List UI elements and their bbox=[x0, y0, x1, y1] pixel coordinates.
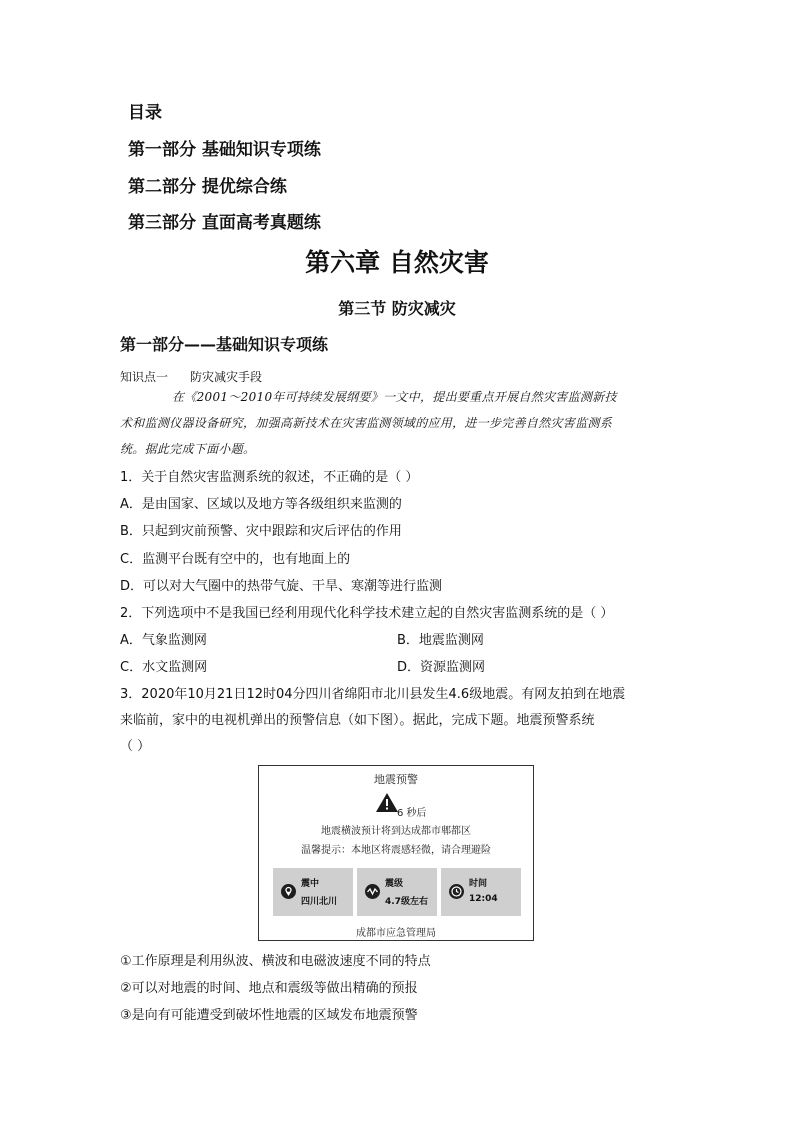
statement-2: ②可以对地震的时间、地点和震级等做出精确的预报 bbox=[120, 981, 418, 996]
alert-info-cards bbox=[273, 868, 521, 916]
clock-icon bbox=[449, 884, 464, 899]
question-3-line-1: 3．2020年10月21日12时04分四川省绵阳市北川县发生4.6级地震。有网友拍到在地震 bbox=[120, 687, 626, 702]
part-heading: 第一部分——基础知识专项练 bbox=[120, 335, 329, 354]
epicenter-card bbox=[273, 868, 353, 916]
location-pin-icon bbox=[281, 884, 296, 899]
epicenter-value: 四川北川 bbox=[301, 897, 338, 907]
reading-passage bbox=[120, 384, 680, 462]
question-1-option-b: B．只起到灾前预警、灾中跟踪和灾后评估的作用 bbox=[120, 524, 402, 539]
alert-message: 地震横波预计将到达成都市郫都区 bbox=[321, 826, 471, 837]
alert-title: 地震预警 bbox=[374, 773, 418, 786]
alert-countdown: 6 秒后 bbox=[397, 808, 427, 819]
question-1-stem: 1．关于自然灾害监测系统的叙述，不正确的是（ ） bbox=[120, 470, 419, 485]
magnitude-card bbox=[357, 868, 437, 916]
question-1-option-c: C．监测平台既有空中的，也有地面上的 bbox=[120, 552, 351, 567]
magnitude-value: 4.7级左右 bbox=[385, 897, 428, 907]
section-title: 第三节 防灾减灾 bbox=[338, 299, 456, 318]
alert-footer: 成都市应急管理局 bbox=[356, 928, 436, 939]
time-label: 时间 bbox=[469, 879, 488, 889]
toc-item-3: 第三部分 直面高考真题练 bbox=[128, 213, 321, 233]
knowledge-point bbox=[120, 368, 262, 385]
alert-tip: 温馨提示：本地区将震感轻微，请合理避险 bbox=[301, 845, 491, 856]
knowledge-point-label: 知识点一 bbox=[120, 370, 169, 384]
time-card bbox=[441, 868, 521, 916]
seismic-wave-icon bbox=[365, 884, 380, 899]
statement-1: ①工作原理是利用纵波、横波和电磁波速度不同的特点 bbox=[120, 954, 431, 969]
magnitude-label: 震级 bbox=[385, 879, 404, 889]
question-1-option-a: A．是由国家、区域以及地方等各级组织来监测的 bbox=[120, 497, 402, 512]
statement-3: ③是向有可能遭受到破坏性地震的区域发布地震预警 bbox=[120, 1008, 418, 1023]
question-3-line-3: （ ） bbox=[120, 739, 151, 754]
warning-icon bbox=[375, 792, 399, 817]
passage-line-1: 在《2001～2010年可持续发展纲要》一文中，提出要重点开展自然灾害监测新技 bbox=[172, 390, 617, 404]
toc-item-1: 第一部分 基础知识专项练 bbox=[128, 140, 321, 160]
epicenter-label: 震中 bbox=[301, 879, 320, 889]
question-3-line-2: 来临前，家中的电视机弹出的预警信息（如下图）。据此，完成下题。地震预警系统 bbox=[120, 713, 595, 728]
passage-line-3: 统。据此完成下面小题。 bbox=[120, 442, 256, 456]
time-value: 12:04 bbox=[469, 894, 498, 904]
question-2-option-b: B．地震监测网 bbox=[397, 633, 484, 648]
question-2-stem: 2．下列选项中不是我国已经利用现代化科学技术建立起的自然灾害监测系统的是（ ） bbox=[120, 606, 614, 621]
question-1-option-d: D．可以对大气圈中的热带气旋、干旱、寒潮等进行监测 bbox=[120, 579, 443, 594]
question-3-stem bbox=[120, 682, 680, 760]
toc-item-2: 第二部分 提优综合练 bbox=[128, 177, 287, 197]
passage-line-2: 术和监测仪器设备研究，加强高新技术在灾害监测领域的应用，进一步完善自然灾害监测系 bbox=[120, 416, 613, 430]
question-2-option-d: D．资源监测网 bbox=[397, 660, 486, 675]
toc-title: 目录 bbox=[128, 103, 162, 123]
question-2-option-c: C．水文监测网 bbox=[120, 660, 208, 675]
chapter-title: 第六章 自然灾害 bbox=[305, 248, 489, 277]
question-2-option-a: A．气象监测网 bbox=[120, 633, 207, 648]
knowledge-point-name: 防灾减灾手段 bbox=[190, 370, 263, 384]
earthquake-warning-figure bbox=[258, 765, 534, 941]
